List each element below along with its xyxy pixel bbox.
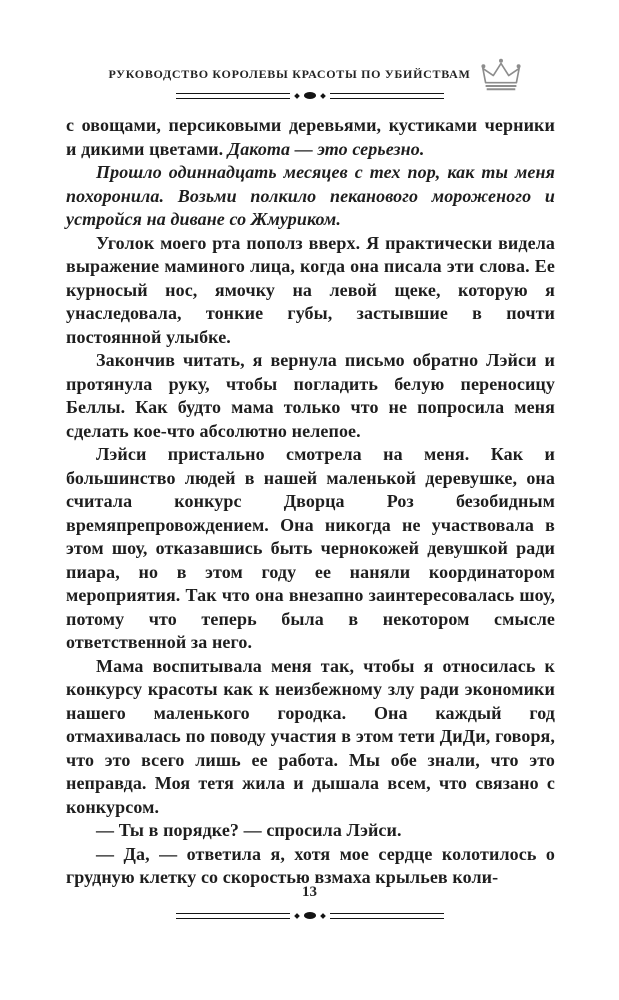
divider-gem-icon [304,912,316,919]
page-text-block [66,114,555,890]
header-divider-ornament [176,92,444,99]
divider-line [176,913,290,919]
paragraph: Мама воспитывала меня так, чтобы я относилась к конкурсу красоты как к неизбежному злу ради экономики нашего маленького городка. Она каждый год отмахивалась по поводу участия в этом тети ДиДи, говоря, что это всего лишь ее работа. Мы обе знали, что это неправда. Моя тетя жила и дышала всем, что связано с конкурсом. [66,655,555,817]
paragraph: Закончив читать, я вернула письмо обратно Лэйси и протянула руку, чтобы погладить белую переносицу Беллы. Как будто мама только что не попросила меня сделать кое-что абсолютно нелепое. [66,350,555,441]
divider-line [176,93,290,99]
footer-divider-ornament [176,912,444,919]
paragraph-text: с овощами, персиковыми деревьями, кустиками черники и дикими цветами. [66,115,555,159]
divider-dot-icon [294,913,300,919]
divider-dot-icon [320,93,326,99]
divider-gem-icon [304,92,316,99]
paragraph-dialogue: — Ты в порядке? — спросила Лэйси. [96,820,402,840]
divider-dot-icon [320,913,326,919]
crown-icon [479,56,523,94]
divider-dot-icon [294,93,300,99]
divider-line [330,913,444,919]
page-number: 13 [302,884,317,900]
paragraph-text-italic: Дакота — это серьезно. [227,138,425,159]
paragraph: Лэйси пристально смотрела на меня. Как и большинство людей в нашей маленькой деревушке, она считала конкурс Дворца Роз безобидным времяпрепровождением. Она никогда не участвовала в этом шоу, отказавшись быть чернокожей девушкой ради пиара, но в этом году ее наняли координатором мероприятия. Так что она внезапно заинтересовалась шоу, потому что теперь была в некотором смысле ответственной за него. [66,444,555,652]
running-header-title: РУКОВОДСТВО КОРОЛЕВЫ КРАСОТЫ ПО УБИЙСТВАМ [108,67,471,81]
paragraph-letter-quote: Прошло одиннадцать месяцев с тех пор, как ты меня похоронила. Возьми полкило пеканового мороженого и устройся на диване со Жмуриком. [66,162,555,229]
paragraph [66,114,555,161]
divider-line [330,93,444,99]
paragraph: Уголок моего рта пополз вверх. Я практически видела выражение маминого лица, когда она писала эти слова. Ее курносый нос, ямочку на левой щеке, которую я унаследовала, тонкие губы, застывшие в почти постоянной улыбке. [66,232,555,347]
paragraph-dialogue: — Да, — ответила я, хотя мое сердце колотилось о грудную клетку со скоростью взмаха крыльев коли- [66,843,555,887]
